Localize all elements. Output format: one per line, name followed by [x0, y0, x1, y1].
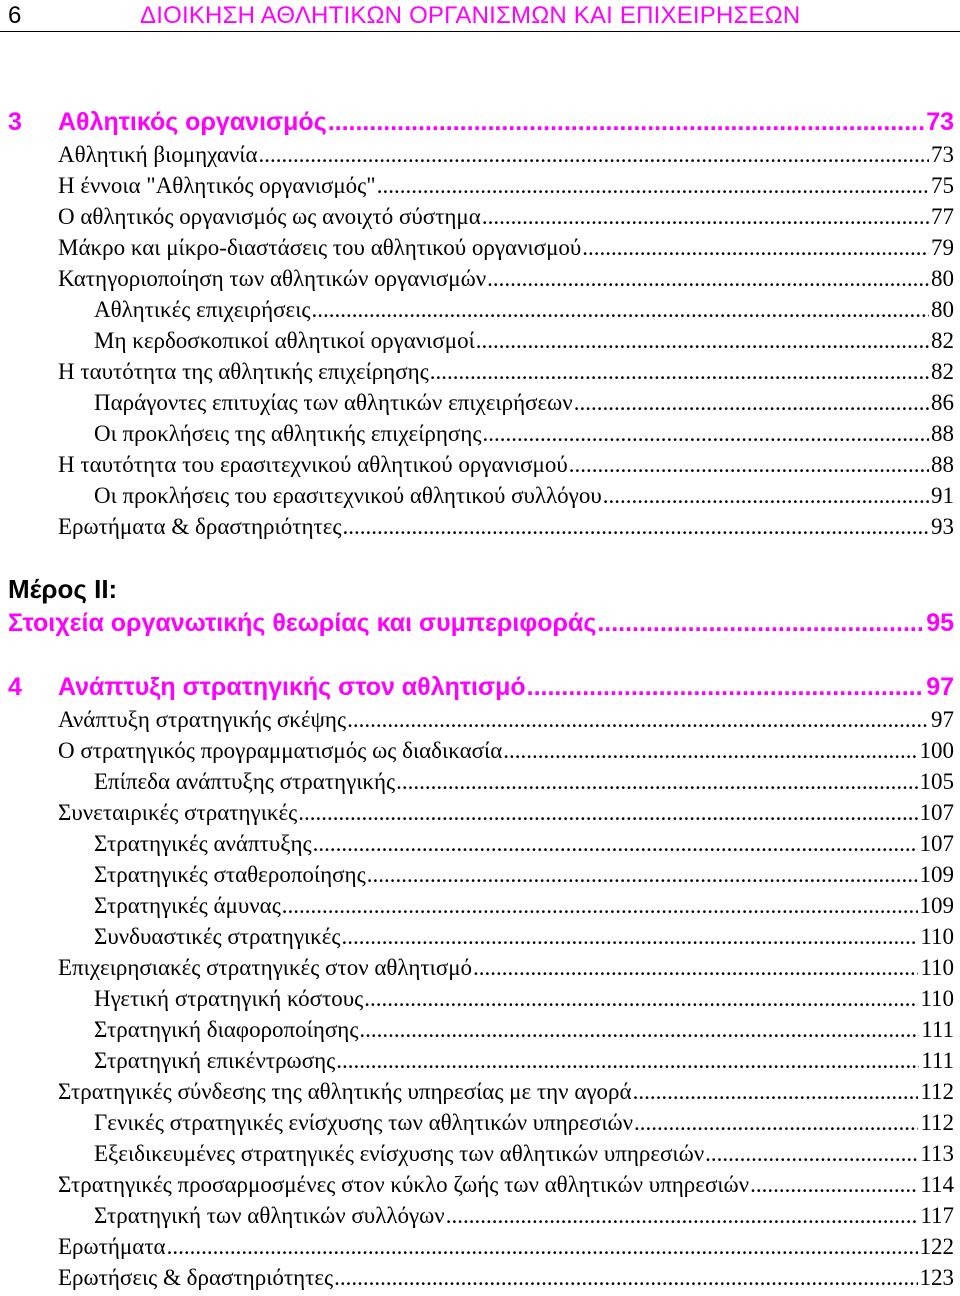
entry-page: 123	[919, 1265, 954, 1290]
entry-title: Γενικές στρατηγικές ενίσχυσης των αθλητικών υπηρεσιών	[94, 1110, 634, 1135]
toc-part-2[interactable]	[8, 609, 954, 643]
entry-title: Στρατηγικές άμυνας	[94, 893, 281, 918]
entry-title: Η ταυτότητα της αθλητικής επιχείρησης	[58, 359, 429, 384]
chapter-title: Ανάπτυξη στρατηγικής στον αθλητισμό	[58, 673, 526, 701]
dot-leader	[167, 1234, 918, 1260]
dot-leader	[446, 1203, 919, 1229]
entry-title: Στρατηγικές σύνδεσης της αθλητικής υπηρεσίας με την αγορά	[58, 1079, 632, 1104]
entry-title: Ερωτήματα	[58, 1234, 166, 1259]
toc-entry[interactable]	[58, 1234, 954, 1265]
entry-page: 88	[931, 452, 954, 477]
dot-leader	[336, 1048, 919, 1074]
dot-leader	[487, 266, 929, 292]
toc-entry[interactable]	[58, 800, 954, 831]
dot-leader	[259, 142, 929, 168]
toc-entry[interactable]	[58, 142, 954, 173]
entry-page: 107	[919, 831, 954, 856]
dot-leader	[503, 738, 917, 764]
dot-leader	[527, 673, 925, 702]
toc-subentry[interactable]	[94, 1017, 954, 1048]
entry-page: 110	[920, 924, 954, 949]
entry-page: 82	[931, 328, 954, 353]
entry-title: Μάκρο και μίκρο-διαστάσεις του αθλητικού οργανισμού	[58, 235, 582, 260]
dot-leader	[282, 893, 918, 919]
toc-subentry[interactable]	[94, 769, 954, 800]
entry-page: 110	[920, 986, 954, 1011]
entry-page: 111	[921, 1017, 954, 1042]
toc-subentry[interactable]	[94, 1110, 954, 1141]
entry-title: Επίπεδα ανάπτυξης στρατηγικής	[94, 769, 396, 794]
toc-entry[interactable]	[58, 173, 954, 204]
chapter-page: 73	[926, 108, 954, 136]
entry-page: 122	[919, 1234, 954, 1259]
dot-leader	[430, 359, 929, 385]
entry-page: 110	[920, 955, 954, 980]
entry-title: Ερωτήσεις & δραστηριότητες	[58, 1265, 334, 1290]
toc-subentry[interactable]	[94, 893, 954, 924]
dot-leader	[582, 235, 929, 261]
toc-chapter-4[interactable]	[8, 673, 954, 707]
dot-leader	[377, 173, 929, 199]
toc-subentry[interactable]	[94, 421, 954, 452]
entry-page: 111	[921, 1048, 954, 1073]
toc-entry[interactable]	[58, 204, 954, 235]
dot-leader	[367, 862, 918, 888]
entry-page: 105	[919, 769, 954, 794]
toc-entry[interactable]	[58, 1265, 954, 1296]
part-title: Στοιχεία οργανωτικής θεωρίας και συμπεριφοράς	[8, 609, 597, 637]
entry-title: Στρατηγική διαφοροποίησης	[94, 1017, 359, 1042]
entry-page: 79	[931, 235, 954, 260]
entry-title: Συνεταιρικές στρατηγικές	[58, 800, 298, 825]
dot-leader	[750, 1172, 918, 1198]
toc-entry[interactable]	[58, 738, 954, 769]
dot-leader	[312, 297, 929, 323]
entry-title: Στρατηγικές σταθεροποίησης	[94, 862, 366, 887]
part-label: Μέρος ΙΙ:	[8, 574, 118, 604]
entry-page: 91	[931, 483, 954, 508]
dot-leader	[473, 955, 918, 981]
entry-page: 100	[919, 738, 954, 763]
entry-page: 82	[931, 359, 954, 384]
entry-title: Εξειδικευμένες στρατηγικές ενίσχυσης των αθλητικών υπηρεσιών	[94, 1141, 705, 1166]
dot-leader	[705, 1141, 918, 1167]
entry-title: Οι προκλήσεις του ερασιτεχνικού αθλητικού συλλόγου	[94, 483, 602, 508]
dot-leader	[313, 831, 918, 857]
entry-page: 107	[919, 800, 954, 825]
part-page: 95	[926, 609, 954, 637]
entry-title: Οι προκλήσεις της αθλητικής επιχείρησης	[94, 421, 482, 446]
dot-leader	[396, 769, 917, 795]
entry-title: Κατηγοριοποίηση των αθλητικών οργανισμών	[58, 266, 487, 291]
toc-subentry[interactable]	[94, 831, 954, 862]
toc-entry[interactable]	[58, 1172, 954, 1203]
dot-leader	[342, 924, 919, 950]
entry-title: Συνδυαστικές στρατηγικές	[94, 924, 341, 949]
toc-subentry[interactable]	[94, 483, 954, 514]
entry-title: Ερωτήματα & δραστηριότητες	[58, 514, 342, 539]
entry-title: Παράγοντες επιτυχίας των αθλητικών επιχειρήσεων	[94, 390, 573, 415]
toc-entry[interactable]	[58, 707, 954, 738]
dot-leader	[603, 483, 929, 509]
entry-title: Η έννοια "Αθλητικός οργανισμός"	[58, 173, 376, 198]
entry-page: 75	[931, 173, 954, 198]
dot-leader	[597, 609, 924, 638]
dot-leader	[328, 108, 924, 137]
entry-title: Ανάπτυξη στρατηγικής σκέψης	[58, 707, 347, 732]
toc-entry[interactable]	[58, 1079, 954, 1110]
header-rule	[0, 31, 960, 32]
chapter-title: Αθλητικός οργανισμός	[58, 108, 327, 136]
dot-leader	[334, 1265, 917, 1291]
toc-entry[interactable]	[58, 359, 954, 390]
toc-entry[interactable]	[58, 955, 954, 986]
entry-page: 114	[920, 1172, 954, 1197]
toc-subentry[interactable]	[94, 390, 954, 421]
dot-leader	[364, 986, 918, 1012]
entry-title: Επιχειρησιακές στρατηγικές στον αθλητισμό	[58, 955, 473, 980]
dot-leader	[482, 421, 929, 447]
dot-leader	[633, 1079, 919, 1105]
toc-entry[interactable]	[58, 514, 954, 545]
running-header	[0, 0, 960, 32]
toc-entry[interactable]	[58, 452, 954, 483]
entry-title: Αθλητική βιομηχανία	[58, 142, 258, 167]
toc-subentry[interactable]	[94, 1141, 954, 1172]
entry-title: Ηγετική στρατηγική κόστους	[94, 986, 364, 1011]
dot-leader	[574, 390, 929, 416]
toc-subentry[interactable]	[94, 1048, 954, 1079]
running-title: ΔΙΟΙΚΗΣΗ ΑΘΛΗΤΙΚΩΝ ΟΡΓΑΝΙΣΜΩΝ ΚΑΙ ΕΠΙΧΕΙΡΗΣΕΩΝ	[140, 2, 801, 29]
entry-page: 86	[931, 390, 954, 415]
entry-page: 88	[931, 421, 954, 446]
toc-entry[interactable]	[58, 266, 954, 297]
dot-leader	[347, 707, 929, 733]
entry-page: 93	[931, 514, 954, 539]
toc-subentry[interactable]	[94, 1203, 954, 1234]
entry-page: 80	[931, 297, 954, 322]
entry-title: Ο αθλητικός οργανισμός ως ανοιχτό σύστημα	[58, 204, 481, 229]
entry-title: Στρατηγική των αθλητικών συλλόγων	[94, 1203, 445, 1228]
chapter-number: 3	[8, 108, 22, 136]
entry-page: 77	[931, 204, 954, 229]
dot-leader	[476, 328, 929, 354]
dot-leader	[298, 800, 917, 826]
entry-page: 73	[931, 142, 954, 167]
toc-subentry[interactable]	[94, 297, 954, 328]
toc-chapter-3[interactable]	[8, 108, 954, 142]
toc-subentry[interactable]	[94, 862, 954, 893]
dot-leader	[482, 204, 929, 230]
page-number: 6	[8, 2, 22, 29]
dot-leader	[569, 452, 929, 478]
entry-page: 112	[920, 1110, 954, 1135]
entry-page: 109	[919, 862, 954, 887]
entry-title: Αθλητικές επιχειρήσεις	[94, 297, 311, 322]
chapter-number: 4	[8, 673, 22, 701]
entry-page: 112	[920, 1079, 954, 1104]
chapter-page: 97	[926, 673, 954, 701]
entry-title: Στρατηγικές προσαρμοσμένες στον κύκλο ζωής των αθλητικών υπηρεσιών	[58, 1172, 750, 1197]
entry-page: 97	[931, 707, 954, 732]
entry-page: 109	[919, 893, 954, 918]
toc-subentry[interactable]	[94, 924, 954, 955]
entry-title: Στρατηγική επικέντρωσης	[94, 1048, 336, 1073]
toc-subentry[interactable]	[94, 986, 954, 1017]
toc-entry[interactable]	[58, 235, 954, 266]
dot-leader	[634, 1110, 918, 1136]
toc-subentry[interactable]	[94, 328, 954, 359]
entry-page: 113	[920, 1141, 954, 1166]
entry-page: 117	[920, 1203, 954, 1228]
entry-title: Μη κερδοσκοπικοί αθλητικοί οργανισμοί	[94, 328, 475, 353]
entry-title: Η ταυτότητα του ερασιτεχνικού αθλητικού οργανισμού	[58, 452, 568, 477]
dot-leader	[342, 514, 929, 540]
entry-title: Ο στρατηγικός προγραμματισμός ως διαδικασία	[58, 738, 503, 763]
dot-leader	[359, 1017, 919, 1043]
entry-page: 80	[931, 266, 954, 291]
entry-title: Στρατηγικές ανάπτυξης	[94, 831, 312, 856]
